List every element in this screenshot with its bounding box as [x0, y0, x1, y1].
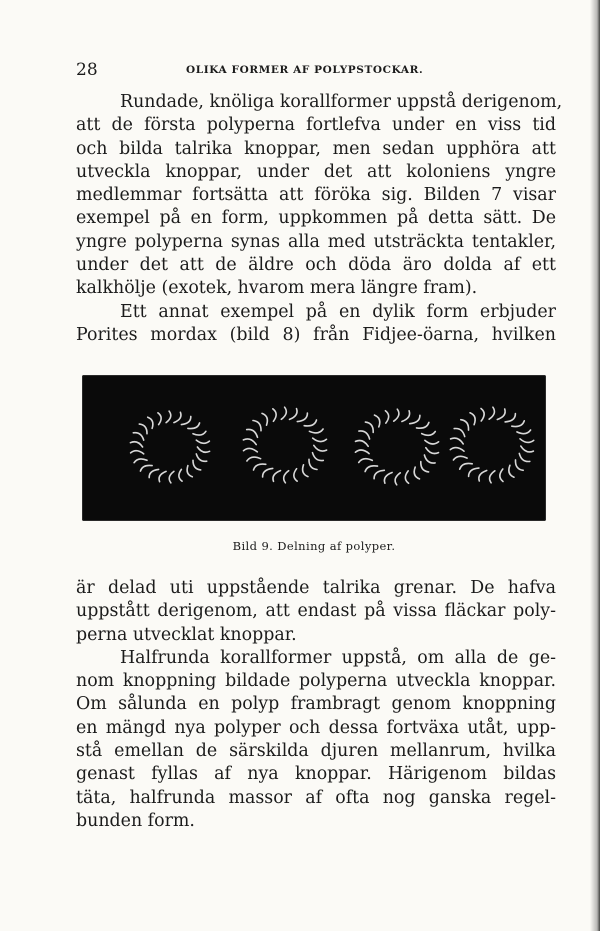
tentacle — [497, 409, 505, 420]
tentacle — [243, 439, 256, 445]
tentacle — [294, 469, 297, 482]
text-line: bunden form. — [76, 810, 195, 831]
text-line: kalkhölje (exotek, hvarom mera längre fram). — [76, 278, 478, 299]
page-number: 28 — [76, 60, 98, 80]
text-line: genast fyllas af nya knoppar. Härigenom bildas — [76, 764, 556, 785]
tentacle — [500, 469, 503, 482]
tentacle — [196, 440, 209, 443]
polyp-ring — [130, 411, 209, 483]
tentacle — [374, 470, 384, 478]
tentacle — [417, 422, 429, 428]
text-line: medlemmar fortsätta att föröka sig. Bilden 7 visar — [76, 185, 556, 206]
tentacle — [425, 440, 439, 444]
text-line: täta, halfrunda massor af ofta nog ganska regel- — [76, 787, 556, 808]
tentacle — [394, 409, 399, 421]
text-line: en mängd nya polyper och dessa fortväxa utåt, upp- — [76, 717, 556, 738]
tentacle — [313, 438, 327, 441]
tentacle — [197, 447, 209, 452]
tentacle — [174, 412, 181, 422]
tentacle — [193, 460, 201, 470]
tentacle — [273, 471, 281, 482]
tentacle — [247, 429, 258, 437]
tentacle — [470, 413, 475, 425]
tentacle — [450, 448, 464, 452]
text-block-bottom — [76, 577, 556, 833]
tentacle — [414, 467, 419, 479]
tentacle — [309, 429, 323, 433]
tentacle — [166, 411, 171, 423]
tentacle — [262, 413, 267, 425]
tentacle — [187, 466, 192, 477]
tentacle — [158, 413, 161, 425]
figure-caption: Bild 9. Delning af polyper. — [232, 539, 396, 553]
polyp-illustration — [82, 375, 546, 521]
tentacle — [148, 417, 153, 428]
tentacle — [196, 454, 206, 461]
tentacle — [130, 442, 142, 447]
tentacle — [297, 413, 307, 422]
text-line: Om sålunda en polyp frambragt genom knoppning — [76, 694, 556, 715]
tentacle — [193, 431, 206, 435]
tentacle — [509, 465, 514, 477]
tentacle — [254, 464, 266, 470]
tentacle — [469, 468, 479, 476]
text-line: exempel på en form, uppkommen på detta sätt. De — [76, 208, 556, 229]
tentacle — [395, 473, 400, 485]
text-line: Rundade, knöliga korallformer uppstå derigenom, — [120, 92, 563, 112]
tentacle — [263, 468, 273, 477]
text-line: stå emellan de särskilda djuren mellanrum, hvilka — [76, 741, 556, 762]
tentacle — [355, 450, 369, 454]
tentacle — [422, 432, 436, 436]
text-line: under det att de äldre och döda äro dolda af ett — [76, 255, 556, 276]
polyp-ring — [243, 407, 326, 483]
text-line: Halfrunda korallformer uppstå, om alla de ge- — [120, 647, 556, 668]
text-line: nom knoppning bildade polyperna utveckla knoppar. — [76, 671, 556, 692]
tentacle — [365, 422, 373, 432]
tentacle — [179, 469, 182, 481]
tentacle — [481, 409, 484, 422]
tentacle — [290, 409, 298, 420]
tentacle — [356, 440, 369, 446]
tentacle — [313, 453, 324, 461]
tentacle — [515, 460, 523, 470]
tentacle — [140, 465, 152, 471]
text-line: utveckla knoppar, under det att koloniens yngre — [76, 161, 556, 182]
text-line: uppstått derigenom, att endast på vissa fläckar poly- — [76, 601, 556, 622]
tentacle — [273, 409, 276, 422]
text-line: är delad uti uppstående talrika grenar. De hafva — [76, 578, 556, 598]
tentacle — [281, 407, 286, 419]
text-line: att de första polyperna fortlefva under en viss tid — [76, 115, 556, 136]
page-edge-shadow — [590, 0, 600, 931]
tentacle — [253, 421, 261, 431]
text-line: yngre polyperna synas alla med utsträckta tentakler, — [76, 231, 556, 252]
tentacle — [303, 465, 308, 477]
tentacle — [424, 455, 435, 463]
tentacle — [314, 445, 327, 451]
tentacle — [247, 457, 261, 461]
tentacle — [426, 448, 439, 454]
tentacle — [385, 411, 388, 423]
tentacle — [304, 420, 316, 426]
tentacle — [159, 471, 166, 481]
tentacle — [489, 407, 494, 419]
polyp-ring — [450, 407, 533, 483]
page-header — [76, 60, 556, 80]
tentacle — [169, 471, 174, 483]
running-title: OLIKA FORMER AF POLYPSTOCKAR. — [186, 64, 424, 76]
tentacle — [149, 469, 158, 477]
tentacle — [490, 471, 495, 483]
tentacle — [519, 453, 530, 461]
text-line: och bilda talrika knoppar, men sedan upphöra att — [76, 138, 556, 159]
tentacle — [461, 420, 469, 430]
tentacle — [284, 471, 289, 483]
tentacle — [188, 423, 200, 429]
tentacle — [134, 459, 147, 463]
tentacle — [512, 421, 525, 427]
tentacle — [517, 430, 531, 434]
tentacle — [410, 415, 420, 423]
tentacle — [453, 456, 467, 460]
tentacle — [244, 448, 258, 451]
tentacle — [139, 424, 147, 434]
tentacle — [505, 414, 515, 422]
text-line: Porites mordax (bild 8) från Fidjee-öarna, hvilken — [76, 324, 556, 345]
tentacle — [181, 416, 190, 424]
tentacle — [520, 439, 534, 443]
text-line: Ett annat exempel på en dylik form erbjuder — [120, 301, 556, 322]
tentacle — [359, 459, 373, 463]
tentacle — [451, 438, 464, 444]
text-line: perna utvecklat knoppar. — [76, 624, 297, 645]
tentacle — [131, 451, 144, 454]
tentacle — [375, 415, 380, 427]
tentacle — [365, 466, 377, 472]
tentacle — [405, 471, 408, 483]
text-block-top — [76, 91, 563, 347]
tentacle — [454, 429, 465, 437]
tentacle — [479, 471, 487, 482]
figure-polyp-division — [82, 375, 546, 521]
tentacle — [384, 473, 392, 484]
tentacle — [359, 431, 370, 439]
tentacle — [133, 433, 143, 440]
tentacle — [521, 446, 534, 452]
tentacle — [460, 463, 473, 469]
tentacle — [402, 411, 410, 422]
tentacle — [421, 462, 429, 472]
polyp-ring — [355, 409, 438, 485]
tentacle — [309, 459, 317, 469]
